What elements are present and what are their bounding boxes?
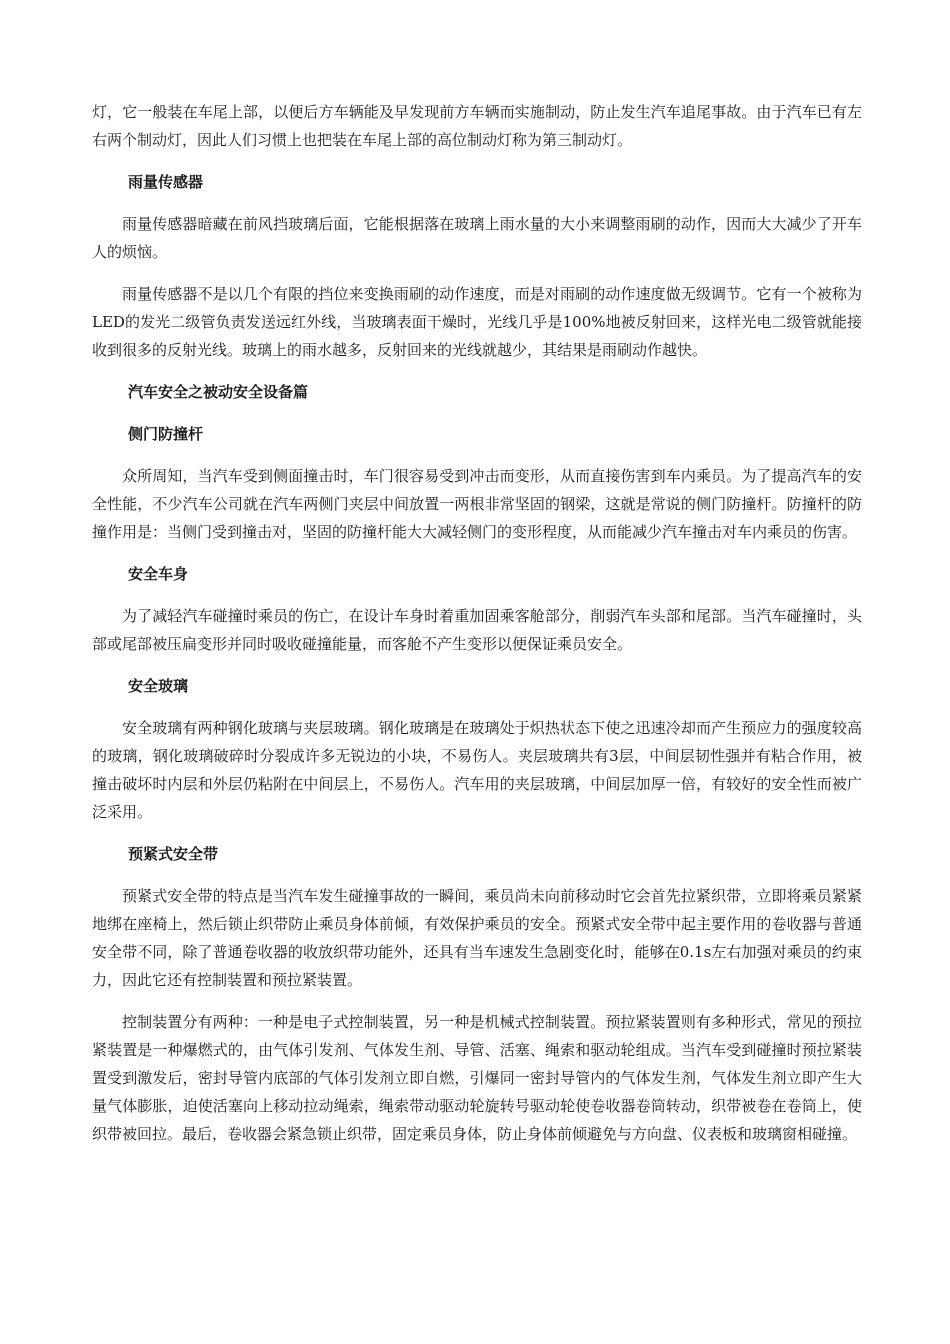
- paragraph-control-device: 控制装置分有两种：一种是电子式控制装置，另一种是机械式控制装置。预拉紧装置则有多种形式，常见的预拉紧装置是一种爆燃式的，由气体引发剂、气体发生剂、导管、活塞、绳索和驱动轮组成。当汽车受到碰撞时预拉紧装置受到激发后，密封导管内底部的气体引发剂立即自燃，引爆同一密封导管内的气体发生剂，气体发生剂立即产生大量气体膨胀，迫使活塞向上移动拉动绳索，绳索带动驱动轮旋转号驱动轮使卷收器卷筒转动，织带被卷在卷筒上，使织带被回拉。最后，卷收器会紧急锁止织带，固定乘员身体，防止身体前倾避免与方向盘、仪表板和玻璃窗相碰撞。: [92, 1013, 862, 1143]
- paragraph-safety-body: 为了减轻汽车碰撞时乘员的伤亡，在设计车身时着重加固乘客舱部分，削弱汽车头部和尾部。当汽车碰撞时，头部或尾部被压扁变形并同时吸收碰撞能量，而客舱不产生变形以便保证乘员安全。: [92, 607, 862, 653]
- heading-passive-safety: 汽车安全之被动安全设备篇: [128, 383, 309, 401]
- paragraph-side-impact-bar: 众所周知，当汽车受到侧面撞击时，车门很容易受到冲击而变形，从而直接伤害到车内乘员。为了提高汽车的安全性能，不少汽车公司就在汽车两侧门夹层中间放置一两根非常坚固的钢梁，这就是常说的侧门防撞杆。防撞杆的防撞作用是：当侧门受到撞击对，坚固的防撞杆能大大减轻侧门的变形程度，从而能减少汽车撞击对车内乘员的伤害。: [92, 467, 862, 541]
- heading-side-impact-bar: 侧门防撞杆: [128, 425, 204, 443]
- heading-safety-body: 安全车身: [128, 565, 189, 583]
- paragraph-pretensioner-belt: 预紧式安全带的特点是当汽车发生碰撞事故的一瞬间，乘员尚未向前移动时它会首先拉紧织带，立即将乘员紧紧地绑在座椅上，然后锁止织带防止乘员身体前倾，有效保护乘员的安全。预紧式安全带中起主要作用的卷收器与普通安全带不同，除了普通卷收器的收放织带功能外，还具有当车速发生急剧变化时，能够在0.1s左右加强对乘员的约束力，因此它还有控制装置和预拉紧装置。: [92, 887, 862, 989]
- paragraph-brake-light-end: 灯，它一般装在车尾上部，以便后方车辆能及早发现前方车辆而实施制动，防止发生汽车追尾事故。由于汽车已有左右两个制动灯，因此人们习惯上也把装在车尾上部的高位制动灯称为第三制动灯。: [92, 103, 862, 149]
- heading-safety-glass: 安全玻璃: [128, 677, 189, 695]
- heading-pretensioner-belt: 预紧式安全带: [128, 845, 219, 863]
- document-page: [92, 98, 862, 1162]
- paragraph-safety-glass: 安全玻璃有两种钢化玻璃与夹层玻璃。钢化玻璃是在玻璃处于炽热状态下使之迅速冷却而产生预应力的强度较高的玻璃，钢化玻璃破碎时分裂成许多无锐边的小块，不易伤人。夹层玻璃共有3层，中间层韧性强并有粘合作用，被撞击破坏时内层和外层仍粘附在中间层上，不易伤人。汽车用的夹层玻璃，中间层加厚一倍，有较好的安全性而被广泛采用。: [92, 719, 862, 821]
- heading-rain-sensor: 雨量传感器: [128, 173, 204, 191]
- paragraph-rain-sensor-detail: 雨量传感器不是以几个有限的挡位来变换雨刷的动作速度，而是对雨刷的动作速度做无级调节。它有一个被称为LED的发光二级管负责发送远红外线，当玻璃表面干燥时，光线几乎是100%地被反射回来，这样光电二级管就能接收到很多的反射光线。玻璃上的雨水越多，反射回来的光线就越少，其结果是雨刷动作越快。: [92, 285, 862, 359]
- paragraph-rain-sensor-intro: 雨量传感器暗藏在前风挡玻璃后面，它能根据落在玻璃上雨水量的大小来调整雨刷的动作，因而大大减少了开车人的烦恼。: [92, 215, 862, 261]
